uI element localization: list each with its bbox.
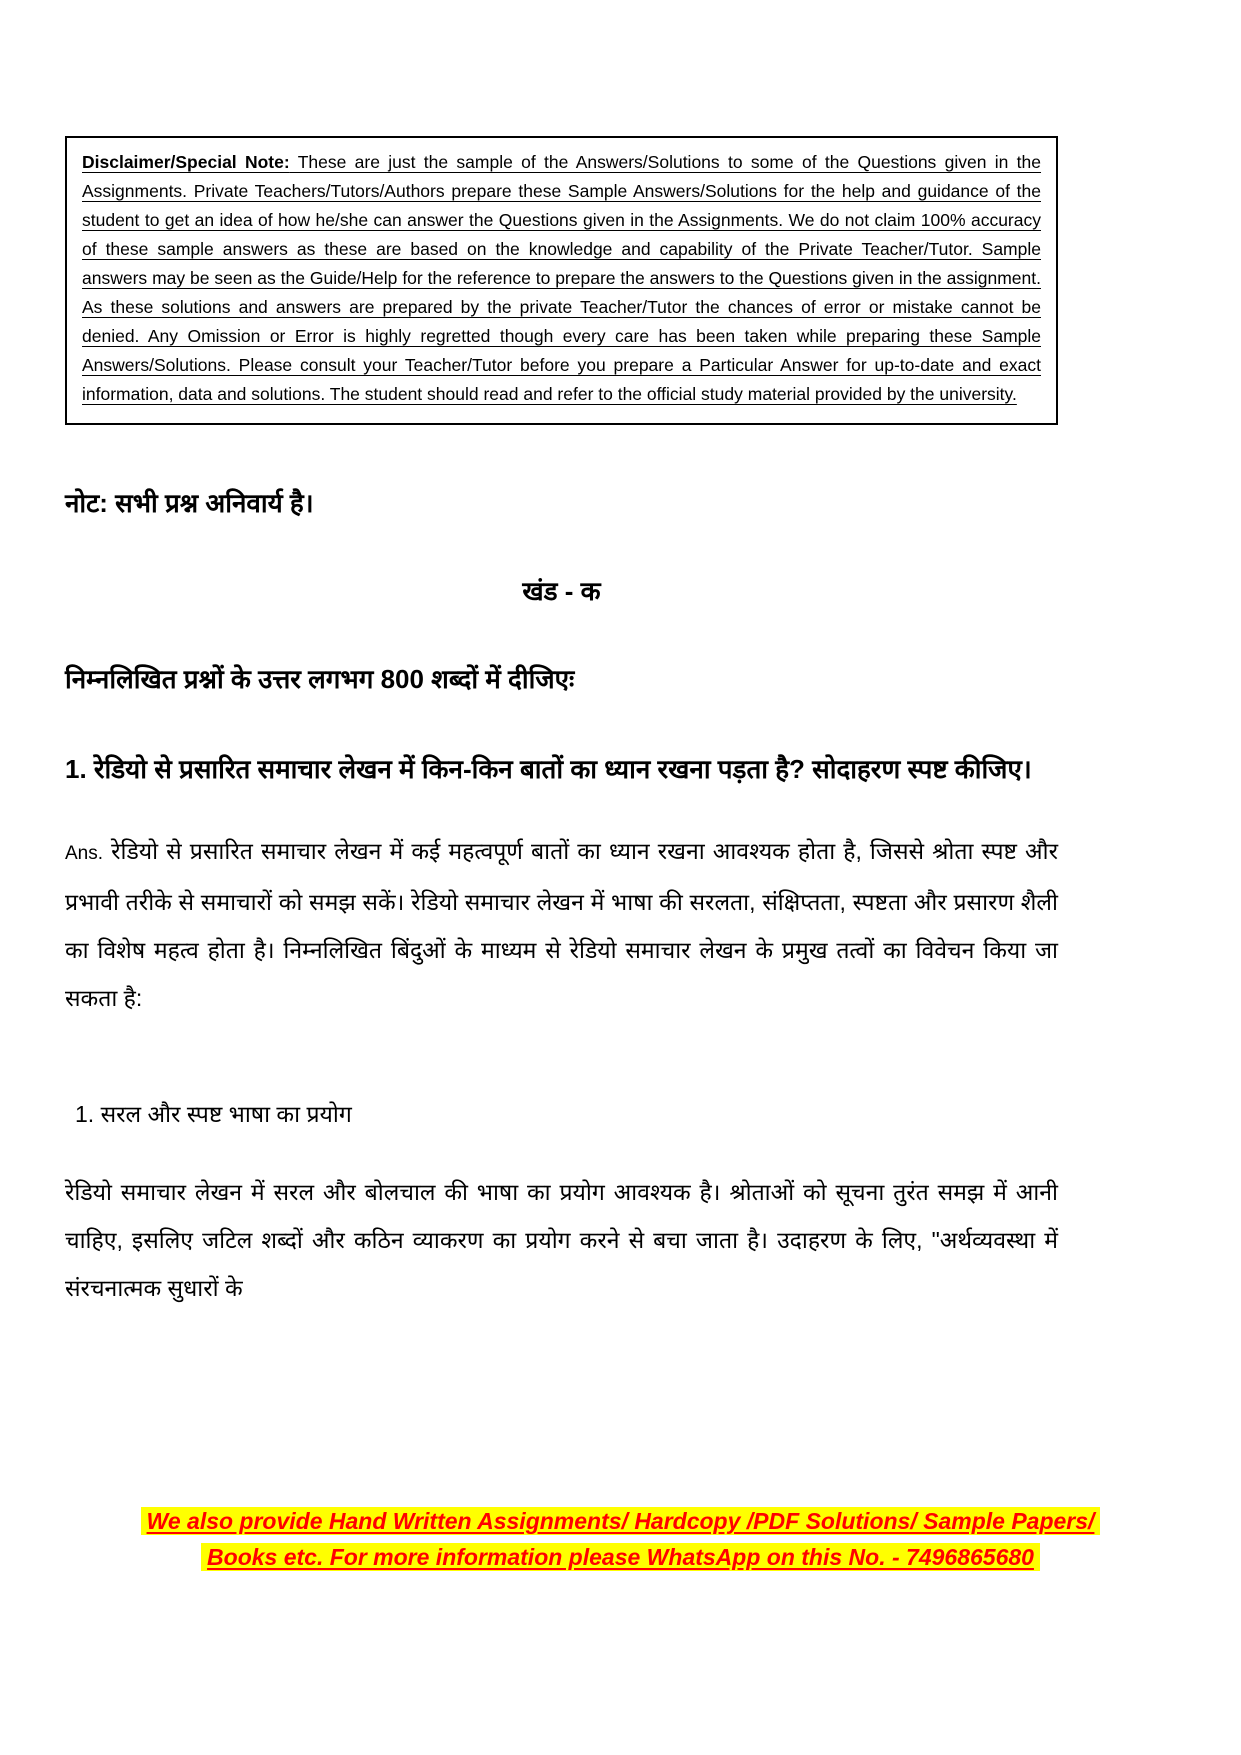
footer-line-2: Books etc. For more information please WhatsApp on this No. - 7496865680 (201, 1543, 1040, 1571)
point-1-heading: 1. सरल और स्पष्ट भाषा का प्रयोग (75, 1101, 352, 1127)
answer-1-intro (65, 827, 1058, 1022)
disclaimer-label: Disclaimer/Special Note: (82, 152, 290, 172)
disclaimer-text (82, 148, 1041, 409)
answer-1-intro-text: रेडियो से प्रसारित समाचार लेखन में कई महत्वपूर्ण बातों का ध्यान रखना आवश्यक होता है, जिससे श्रोता स्पष्ट और प्रभावी तरीके से समाचारों को समझ सकें। रेडियो समाचार लेखन में भाषा की सरलता, संक्षिप्तता, स्पष्टता और प्रसारण शैली का विशेष महत्व होता है। निम्नलिखित बिंदुओं के माध्यम से रेडियो समाचार लेखन के प्रमुख तत्वों का विवेचन किया जा सकता है: (65, 838, 1058, 1011)
note-heading: नोट: सभी प्रश्न अनिवार्य है। (65, 488, 314, 518)
point-1-paragraph: रेडियो समाचार लेखन में सरल और बोलचाल की भाषा का प्रयोग आवश्यक है। श्रोताओं को सूचना तुरंत समझ में आनी चाहिए, इसलिए जटिल शब्दों और कठिन व्याकरण का प्रयोग करने से बचा जाता है। उदाहरण के लिए, "अर्थव्यवस्था में संरचनात्मक सुधारों के (65, 1179, 1058, 1301)
disclaimer-body: These are just the sample of the Answers/Solutions to some of the Questions given in the Assignments. Private Teachers/Tutors/Authors prepare these Sample Answers/Solutions for the help and guidance of the student to get an idea of how he/she can answer the Questions given in the Assignments. We do not claim 100% accuracy of these sample answers as these are based on the knowledge and capability of the Private Teacher/Tutor. Sample answers may be seen as the Guide/Help for the reference to prepare the answers to the Questions given in the assignment. As these solutions and answers are prepared by the private Teacher/Tutor the chances of error or mistake cannot be denied. Any Omission or Error is highly regretted though every care has been taken while preparing these Sample Answers/Solutions. Please consult your Teacher/Tutor before you prepare a Particular Answer for up-to-date and exact information, data and solutions. The student should read and refer to the official study material provided by the university. (82, 152, 1042, 404)
page-content (65, 0, 1058, 1312)
footer-banner (0, 1503, 1241, 1575)
section-heading: खंड - क (522, 576, 601, 606)
question-1-heading: 1. रेडियो से प्रसारित समाचार लेखन में किन-किन बातों का ध्यान रखना पड़ता है? सोदाहरण स्पष्ट कीजिए। (65, 754, 1032, 784)
disclaimer-box (65, 136, 1058, 425)
instruction-heading: निम्नलिखित प्रश्नों के उत्तर लगभग 800 शब्दों में दीजिएः (65, 664, 575, 694)
footer-line-1: We also provide Hand Written Assignments/ Hardcopy /PDF Solutions/ Sample Papers/ (141, 1507, 1101, 1535)
answer-label: Ans. (65, 843, 104, 864)
